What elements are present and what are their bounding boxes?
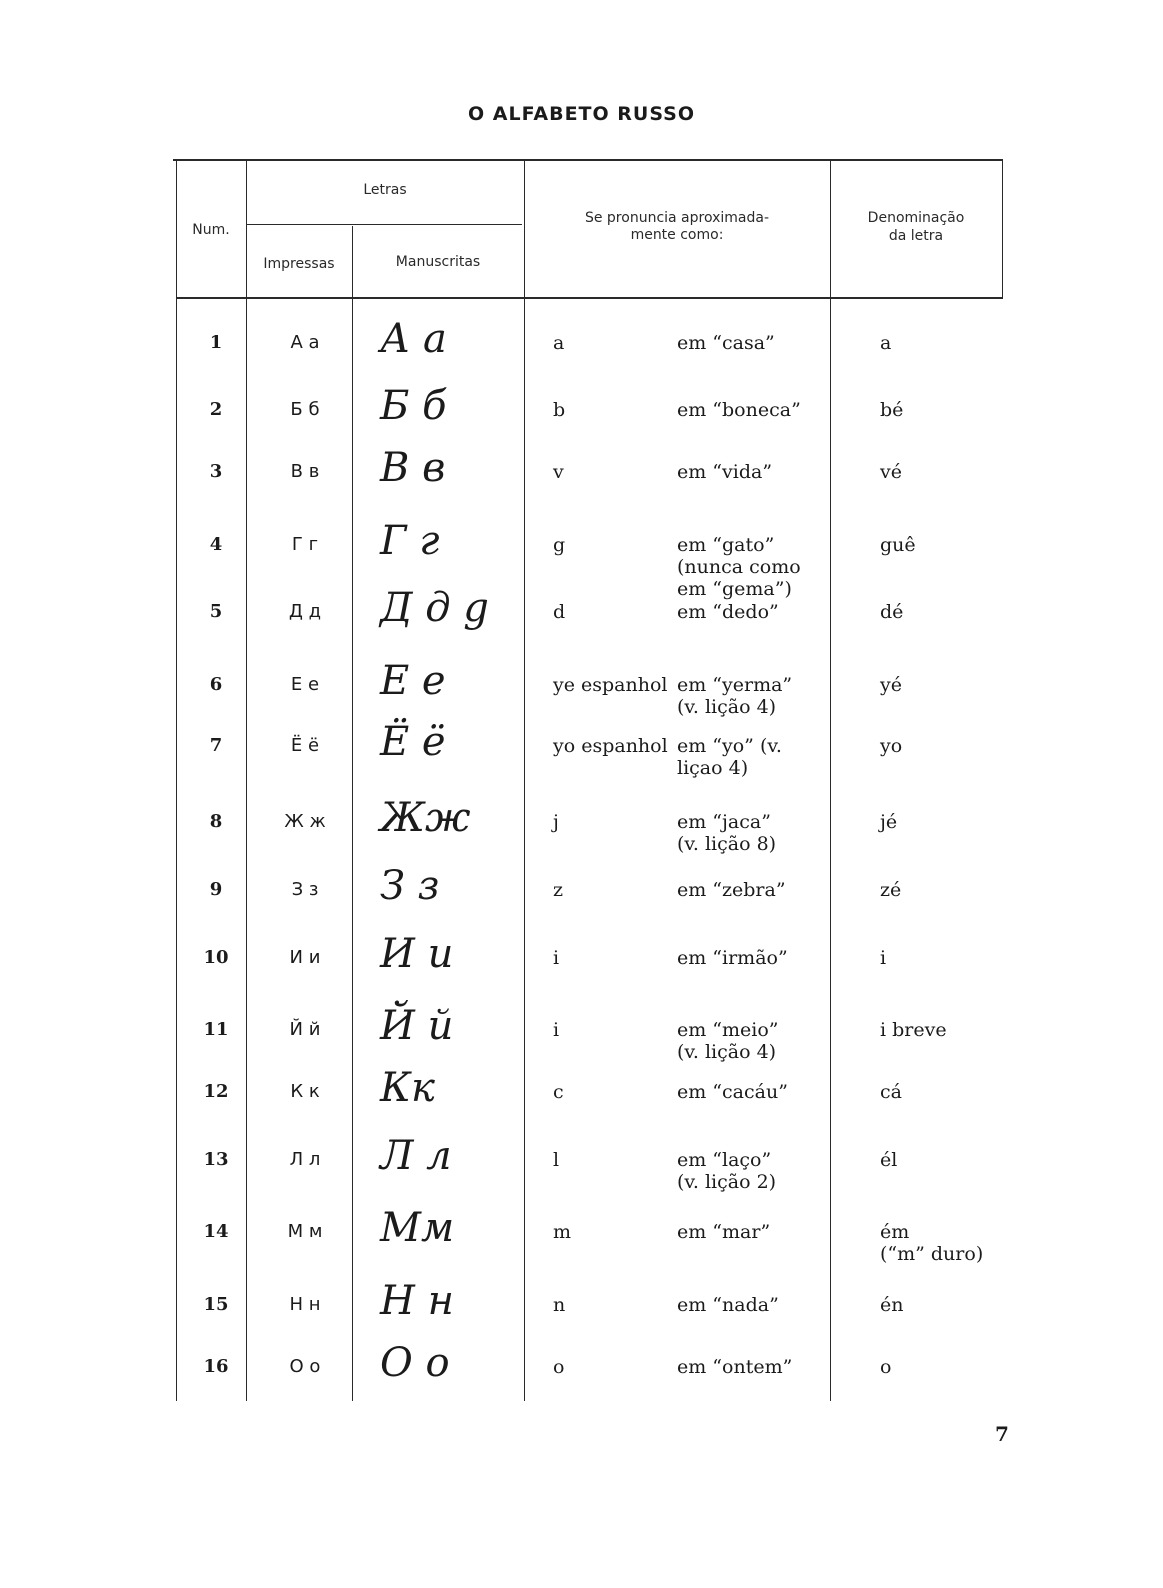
header-denomination-line2: da letra bbox=[888, 228, 944, 244]
letter-name: ém bbox=[880, 1221, 910, 1243]
pronunciation-example: em “casa” bbox=[677, 332, 775, 354]
sound-value: ye espanhol bbox=[553, 674, 668, 696]
printed-letter: А а bbox=[290, 332, 320, 353]
pronunciation-example: em “nada” bbox=[677, 1294, 779, 1316]
letter-name: i bbox=[880, 947, 887, 969]
letras-divider bbox=[246, 224, 522, 225]
num-column-divider bbox=[246, 161, 247, 1401]
letter-name: cá bbox=[880, 1081, 902, 1103]
header-impressas: Impressas bbox=[263, 256, 335, 272]
pronunciation-example: (v. lição 4) bbox=[677, 696, 777, 718]
sound-value: d bbox=[553, 601, 566, 623]
printed-letter: В в bbox=[290, 461, 320, 482]
printed-letter: Ж ж bbox=[284, 811, 326, 832]
handwritten-letter: Л л bbox=[380, 1133, 452, 1179]
handwritten-letter: Кк bbox=[380, 1065, 435, 1111]
sound-value: i bbox=[553, 947, 560, 969]
pronunciation-example: em “yerma” bbox=[677, 674, 793, 696]
letter-name: jé bbox=[880, 811, 898, 833]
row-number: 13 bbox=[203, 1149, 229, 1170]
letter-name: a bbox=[880, 332, 892, 354]
handwritten-letter: Й й bbox=[380, 1003, 454, 1049]
printed-letter: Г г bbox=[291, 534, 319, 555]
pronunciation-example: em “yo” (v. bbox=[677, 735, 782, 757]
printed-letter: М м bbox=[287, 1221, 323, 1242]
pronunciation-example: em “gema”) bbox=[677, 578, 792, 600]
pronunciation-example: (v. lição 8) bbox=[677, 833, 777, 855]
letter-name: o bbox=[880, 1356, 892, 1378]
pronunciation-example: em “laço” bbox=[677, 1149, 772, 1171]
handwritten-letter: Б б bbox=[380, 383, 447, 429]
header-num: Num. bbox=[192, 222, 230, 238]
row-number: 10 bbox=[203, 947, 229, 968]
page-title: O ALFABETO RUSSO bbox=[468, 103, 695, 125]
sound-value: v bbox=[553, 461, 564, 483]
sound-value: c bbox=[553, 1081, 564, 1103]
printed-letter: Й й bbox=[289, 1019, 321, 1040]
handwritten-letter: Д д g bbox=[380, 585, 489, 631]
handwritten-letter: Мм bbox=[380, 1205, 455, 1251]
sound-value: o bbox=[553, 1356, 565, 1378]
row-number: 15 bbox=[203, 1294, 229, 1315]
page-number: 7 bbox=[995, 1422, 1009, 1446]
header-bottom-border bbox=[177, 297, 1003, 299]
printed-letter: Л л bbox=[289, 1149, 321, 1170]
row-number: 8 bbox=[209, 811, 223, 832]
letter-name: én bbox=[880, 1294, 904, 1316]
row-number: 11 bbox=[203, 1019, 229, 1040]
printed-letter: Е е bbox=[290, 674, 320, 695]
printed-letter: Б б bbox=[290, 399, 320, 420]
script-column-divider bbox=[524, 161, 525, 1401]
sound-value: i bbox=[553, 1019, 560, 1041]
letter-name: (“m” duro) bbox=[880, 1243, 984, 1265]
sound-value: yo espanhol bbox=[553, 735, 668, 757]
printed-letter: З з bbox=[291, 879, 319, 900]
row-number: 16 bbox=[203, 1356, 229, 1377]
printed-column-divider bbox=[352, 226, 353, 1401]
pronunciation-example: em “cacáu” bbox=[677, 1081, 788, 1103]
pronunciation-example: em “ontem” bbox=[677, 1356, 793, 1378]
pronunciation-example: em “boneca” bbox=[677, 399, 801, 421]
letter-name: vé bbox=[880, 461, 902, 483]
handwritten-letter: Н н bbox=[380, 1278, 454, 1324]
sound-value: l bbox=[553, 1149, 560, 1171]
printed-letter: К к bbox=[290, 1081, 320, 1102]
row-number: 1 bbox=[209, 332, 223, 353]
printed-letter: О о bbox=[289, 1356, 321, 1377]
header-pronunciation-line1: Se pronuncia aproximada- bbox=[584, 210, 770, 226]
letter-name: i breve bbox=[880, 1019, 947, 1041]
header-letras: Letras bbox=[363, 182, 407, 198]
printed-letter: Д д bbox=[288, 601, 322, 622]
pronunciation-example: em “jaca” bbox=[677, 811, 771, 833]
pronunciation-example: em “mar” bbox=[677, 1221, 771, 1243]
letter-name: yé bbox=[880, 674, 902, 696]
letter-name: bé bbox=[880, 399, 904, 421]
row-number: 12 bbox=[203, 1081, 229, 1102]
handwritten-letter: И и bbox=[380, 931, 454, 977]
pronunciation-example: em “vida” bbox=[677, 461, 773, 483]
pronunciation-example: em “gato” bbox=[677, 534, 775, 556]
sound-value: j bbox=[553, 811, 559, 833]
letter-name: zé bbox=[880, 879, 902, 901]
sound-value: b bbox=[553, 399, 566, 421]
header-denomination-line1: Denominação bbox=[867, 210, 965, 226]
pronunciation-example: (nunca como bbox=[677, 556, 801, 578]
handwritten-letter: З з bbox=[380, 863, 440, 909]
pronunciation-example: (v. lição 2) bbox=[677, 1171, 777, 1193]
row-number: 9 bbox=[209, 879, 223, 900]
table-left-border bbox=[176, 161, 177, 1401]
handwritten-letter: Г г bbox=[380, 518, 440, 564]
printed-letter: Ё ё bbox=[290, 735, 320, 756]
table-right-border bbox=[1002, 161, 1003, 298]
row-number: 5 bbox=[209, 601, 223, 622]
sound-value: g bbox=[553, 534, 566, 556]
row-number: 7 bbox=[209, 735, 223, 756]
handwritten-letter: Ё ё bbox=[380, 719, 446, 765]
sound-value: n bbox=[553, 1294, 566, 1316]
printed-letter: И и bbox=[289, 947, 321, 968]
letter-name: él bbox=[880, 1149, 898, 1171]
header-manuscritas: Manuscritas bbox=[395, 254, 481, 270]
sound-value: a bbox=[553, 332, 565, 354]
pronunciation-example: liçao 4) bbox=[677, 757, 749, 779]
handwritten-letter: А а bbox=[380, 316, 447, 362]
row-number: 2 bbox=[209, 399, 223, 420]
row-number: 14 bbox=[203, 1221, 229, 1242]
pronunciation-column-divider bbox=[830, 161, 831, 1401]
pronunciation-example: (v. lição 4) bbox=[677, 1041, 777, 1063]
pronunciation-example: em “irmão” bbox=[677, 947, 788, 969]
handwritten-letter: Е е bbox=[380, 658, 446, 704]
handwritten-letter: В в bbox=[380, 445, 446, 491]
letter-name: guê bbox=[880, 534, 916, 556]
row-number: 4 bbox=[209, 534, 223, 555]
handwritten-letter: Жж bbox=[380, 795, 471, 841]
printed-letter: Н н bbox=[289, 1294, 321, 1315]
handwritten-letter: О о bbox=[380, 1340, 450, 1386]
letter-name: yo bbox=[880, 735, 903, 757]
header-pronunciation-line2: mente como: bbox=[630, 227, 724, 243]
sound-value: m bbox=[553, 1221, 572, 1243]
pronunciation-example: em “zebra” bbox=[677, 879, 786, 901]
pronunciation-example: em “meio” bbox=[677, 1019, 779, 1041]
pronunciation-example: em “dedo” bbox=[677, 601, 779, 623]
table-top-border bbox=[173, 159, 1003, 161]
row-number: 6 bbox=[209, 674, 223, 695]
sound-value: z bbox=[553, 879, 564, 901]
letter-name: dé bbox=[880, 601, 904, 623]
row-number: 3 bbox=[209, 461, 223, 482]
